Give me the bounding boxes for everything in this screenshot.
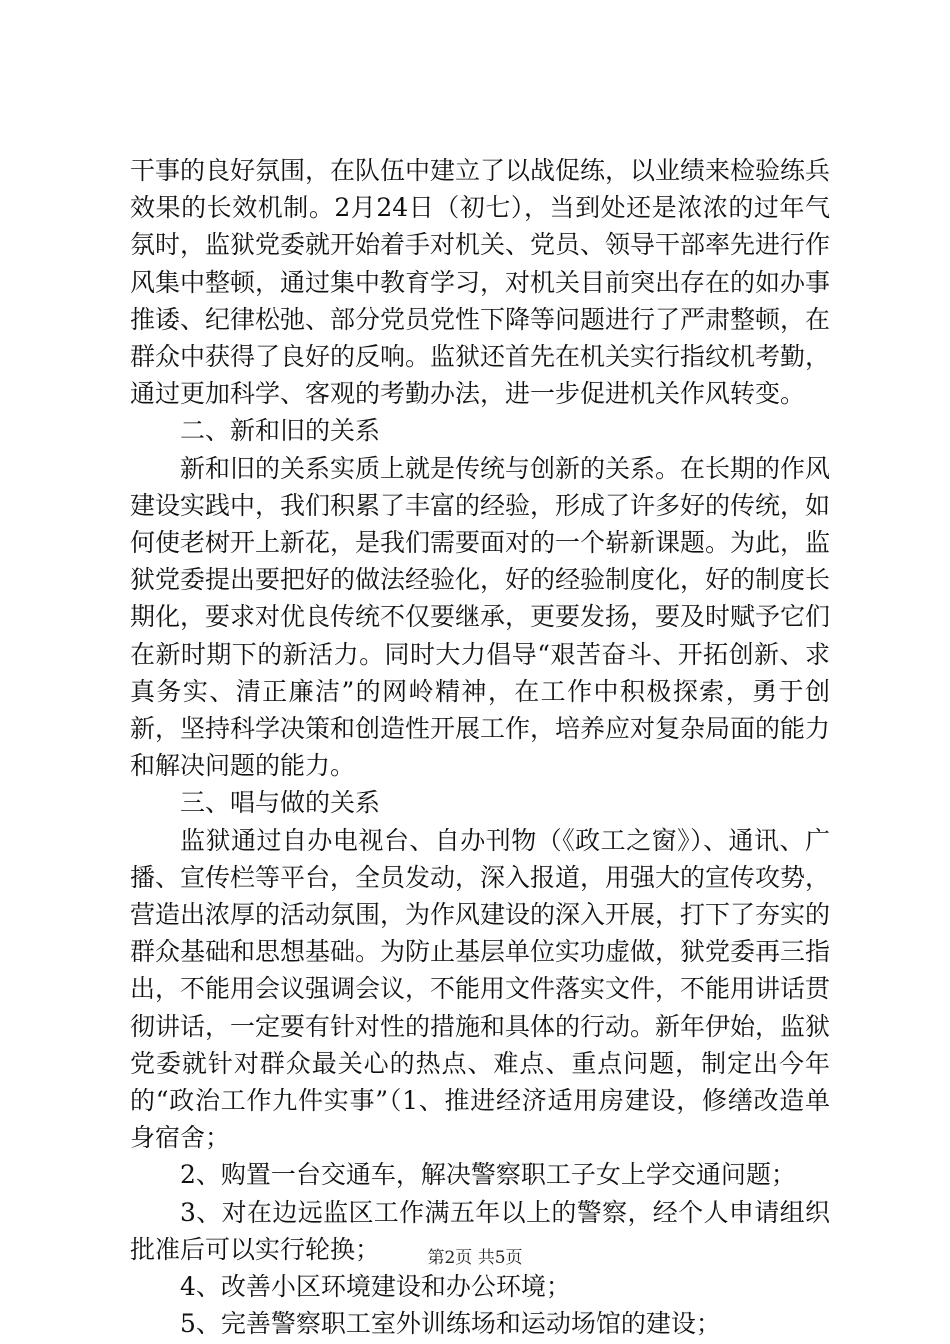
section-heading-sing-and-do: 三、唱与做的关系 — [180, 788, 381, 818]
paragraph-sing-and-do: 监狱通过自办电视台、自办刊物（《政工之窗》）、通讯、广播、宣传栏等平台，全员发动，深入报道，用强大的宣传攻势，营造出浓厚的活动氛围，为作风建设的深入开展，打下了夯实的群众基础和思想基础。为防止基层单位实功虚做，狱党委再三指出，不能用会议强调会议，不能用文件落实文件，不能用讲话贯彻讲话，一定要有针对性的措施和具体的行动。新年伊始，监狱党委就针对群众最关心的热点、难点、重点问题，制定出今年的“政治工作九件实事”（1、推进经济适用房建设，修缮改造单身宿舍； — [130, 825, 831, 1153]
page-number-footer: 第2页 共5页 — [427, 1248, 523, 1268]
list-item-2: 2、购置一台交通车，解决警察职工子女上学交通问题； — [180, 1160, 796, 1190]
paragraph-intro-continuation: 干事的良好氛围，在队伍中建立了以战促练，以业绩来检验练兵效果的长效机制。2月24日（初七），当到处还是浓浓的过年气氛时，监狱党委就开始着手对机关、党员、领导干部率先进行作风集中整顿，通过集中教育学习，对机关目前突出存在的如办事推诿、纪律松弛、部分党员党性下降等问题进行了严肃整顿，在群众中获得了良好的反响。监狱还首先在机关实行指纹机考勤，通过更加科学、客观的考勤办法，进一步促进机关作风转变。 — [130, 156, 831, 409]
section-heading-new-and-old: 二、新和旧的关系 — [180, 416, 381, 446]
paragraph-new-and-old: 新和旧的关系实质上就是传统与创新的关系。在长期的作风建设实践中，我们积累了丰富的经验，形成了许多好的传统，如何使老树开上新花，是我们需要面对的一个崭新课题。为此，监狱党委提出要把好的做法经验化，好的经验制度化，好的制度长期化，要求对优良传统不仅要继承，更要发扬，要及时赋予它们在新时期下的新活力。同时大力倡导“艰苦奋斗、开拓创新、求真务实、清正廉洁”的网岭精神，在工作中积极探索，勇于创新，坚持科学决策和创造性开展工作，培养应对复杂局面的能力和解决问题的能力。 — [130, 453, 831, 781]
list-item-5: 5、完善警察职工室外训练场和运动场馆的建设； — [180, 1309, 721, 1339]
list-item-3: 3、对在边远监区工作满五年以上的警察，经个人申请组织批准后可以实行轮换； — [130, 1197, 830, 1264]
list-item-4: 4、改善小区环境建设和办公环境； — [180, 1272, 571, 1302]
document-body — [130, 152, 830, 1343]
